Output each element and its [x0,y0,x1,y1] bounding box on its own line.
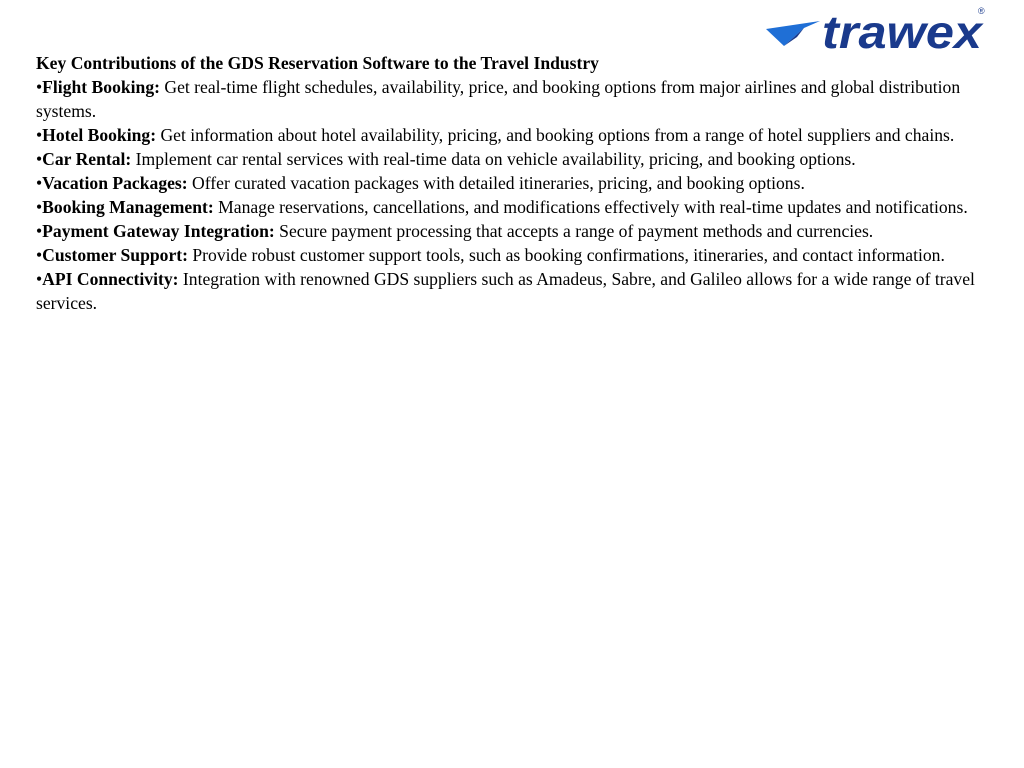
bullet-item [36,219,986,243]
slide-title: Key Contributions of the GDS Reservation Software to the Travel Industry [36,53,599,73]
bullet-item [36,123,986,147]
bullet-item [36,171,986,195]
logo-registered-mark: ® [978,6,985,16]
bullet-marker: • [36,221,43,241]
bullet-list [36,75,986,315]
bullet-description: Implement car rental services with real-time data on vehicle availability, pricing, and booking options. [131,149,856,169]
slide-content [36,51,986,315]
bullet-item [36,243,986,267]
bullet-description: Provide robust customer support tools, such as booking confirmations, itineraries, and contact information. [187,245,945,265]
bullet-item [36,195,986,219]
bullet-term: Customer Support: [42,245,188,265]
bullet-description: Secure payment processing that accepts a range of payment methods and currencies. [274,221,874,241]
bullet-marker: • [36,125,43,145]
trawex-logo-graphic [764,6,994,54]
bullet-item [36,147,986,171]
bullet-marker: • [36,173,43,193]
bullet-term: Vacation Packages: [42,173,188,193]
trawex-logo [764,6,994,54]
bullet-term: Car Rental: [42,149,132,169]
bullet-marker: • [36,245,43,265]
bullet-marker: • [36,197,43,217]
bullet-marker: • [36,77,43,97]
bullet-term: Payment Gateway Integration: [42,221,275,241]
bullet-description: Integration with renowned GDS suppliers such as Amadeus, Sabre, and Galileo allows for a wide range of travel services. [36,269,975,313]
bullet-marker: • [36,149,43,169]
logo-arrow-icon [766,21,820,46]
bullet-description: Get real-time flight schedules, availability, price, and booking options from major airlines and global distribution systems. [36,77,961,121]
bullet-description: Offer curated vacation packages with detailed itineraries, pricing, and booking options. [187,173,805,193]
bullet-term: Flight Booking: [42,77,160,97]
bullet-description: Get information about hotel availability, pricing, and booking options from a range of hotel suppliers and chains. [156,125,955,145]
bullet-term: Booking Management: [42,197,214,217]
bullet-marker: • [36,269,43,289]
bullet-term: API Connectivity: [42,269,179,289]
logo-wordmark: trawex [822,6,985,54]
bullet-item [36,75,986,123]
bullet-item [36,267,986,315]
bullet-description: Manage reservations, cancellations, and modifications effectively with real-time updates and notifications. [213,197,968,217]
bullet-term: Hotel Booking: [42,125,157,145]
